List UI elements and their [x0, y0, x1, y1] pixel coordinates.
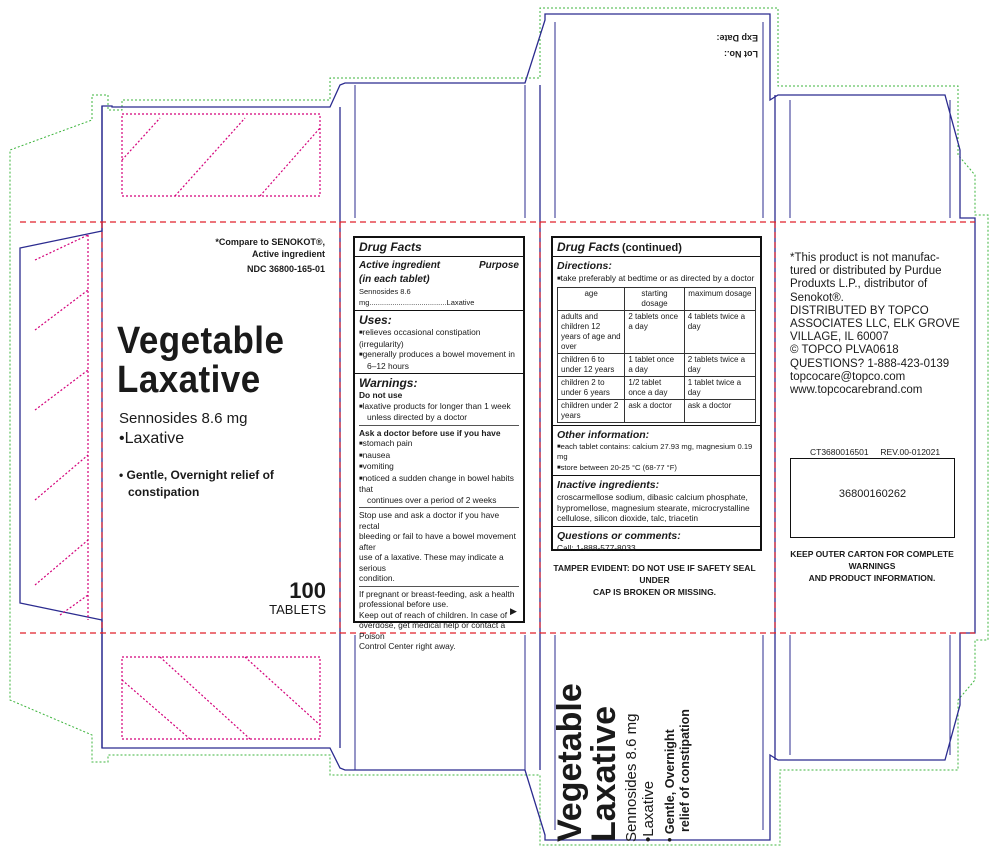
compare-statement — [200, 236, 325, 260]
barcode-number: 36800160262 — [838, 488, 907, 500]
active-ingredient-section — [355, 257, 523, 311]
ask-doctor-item: ■ stomach pain — [359, 438, 519, 450]
distributor-line: topcocare@topco.com — [790, 370, 906, 383]
distributor-line: Produxts L.P., distributor of — [790, 278, 928, 291]
dosage-cell: children 2 to under 6 years — [558, 376, 625, 399]
lot-label: Lot No.: — [724, 49, 758, 59]
side-title-line-1: Vegetable — [551, 683, 589, 842]
continue-arrow-icon: ▶ — [510, 606, 517, 616]
inactive-line: hypromellose, magnesium stearate, microcrystalline — [557, 502, 750, 513]
side-benefit — [663, 632, 693, 842]
strength-text: Sennosides 8.6 mg — [119, 410, 248, 427]
dosage-header-cell: starting dosage — [625, 287, 684, 310]
questions-section — [553, 527, 760, 556]
do-not-use-item: ■ laxative products for longer than 1 week — [359, 401, 519, 413]
dosage-cell: 2 tablets once a day — [625, 310, 684, 353]
distributor-line: www.topcocarebrand.com — [790, 384, 923, 397]
dosage-cell: ask a doctor — [684, 399, 755, 422]
tablet-count-unit: TABLETS — [269, 602, 326, 617]
directions-heading: Directions: — [557, 260, 612, 272]
product-title — [117, 322, 284, 400]
do-not-use-label: Do not use — [359, 390, 403, 400]
drug-facts-box — [353, 236, 525, 651]
dosage-cell: 1/2 tablet once a day — [625, 376, 684, 399]
side-strength: Sennosides 8.6 mg — [623, 713, 640, 842]
questions-text: Call: 1-888-577-8033 — [557, 542, 636, 553]
directions-line: ■ take preferably at bedtime or as directed by a doctor — [557, 273, 756, 285]
dosage-cell: 1 tablet twice a day — [684, 376, 755, 399]
inactive-line: cellulose, silicon dioxide, talc, triacetin — [557, 513, 699, 523]
dosage-table — [557, 287, 756, 423]
dosage-cell: ask a doctor — [625, 399, 684, 422]
dosage-header-cell: maximum dosage — [684, 287, 755, 310]
do-not-use-item: unless directed by a doctor — [367, 412, 468, 422]
side-benefit-line-1: • Gentle, Overnight — [663, 729, 677, 842]
keep-out-line: Control Center right away. — [359, 641, 456, 651]
uses-item: ■ generally produces a bowel movement in — [359, 349, 519, 361]
glue-pattern-bottom — [122, 657, 320, 739]
uses-item: ■ relieves occasional constipation (irregularity) — [359, 327, 519, 349]
title-line-2: Laxative — [117, 359, 261, 401]
keep-line-1: KEEP OUTER CARTON FOR COMPLETE WARNINGS — [790, 549, 954, 571]
distributor-line: DISTRIBUTED BY TOPCO — [790, 304, 929, 317]
keep-out-line: Keep out of reach of children. In case of — [359, 609, 508, 620]
uses-section — [355, 311, 523, 374]
carton-code: CT3680016501 REV.00-012021 — [810, 447, 941, 457]
warnings-section — [355, 374, 523, 654]
tamper-line-1: TAMPER EVIDENT: DO NOT USE IF SAFETY SEAL UNDER — [553, 563, 756, 585]
dosage-row — [558, 399, 756, 422]
other-info-heading: Other information: — [557, 428, 650, 441]
distributor-line: QUESTIONS? 1-888-423-0139 — [790, 357, 950, 370]
side-benefit-line-2: relief of constipation — [678, 709, 692, 832]
benefit-line-1: • Gentle, Overnight relief of — [119, 468, 274, 482]
ndc-number: NDC 36800-165-01 — [246, 264, 325, 274]
inactive-line: croscarmellose sodium, dibasic calcium phosphate, — [557, 492, 748, 502]
tamper-evident-notice — [551, 562, 758, 598]
compare-line-1: *Compare to SENOKOT®, — [215, 237, 325, 247]
drug-facts-header-section — [355, 238, 523, 257]
drug-facts-continued-header — [553, 238, 760, 257]
ask-doctor-item: ■ nausea — [359, 450, 519, 462]
glue-pattern-side — [35, 235, 88, 620]
pregnant-line: If pregnant or breast-feeding, ask a health — [359, 588, 515, 599]
category-text: •Laxative — [119, 430, 185, 447]
other-information-section — [553, 426, 760, 477]
keep-carton-notice — [782, 548, 962, 584]
dosage-header-cell: age — [558, 287, 625, 310]
active-ingredient-label: Active ingredient — [359, 260, 441, 271]
ask-doctor-item: continues over a period of 2 weeks — [367, 494, 497, 505]
inactive-ingredients-section — [553, 476, 760, 527]
ask-doctor-item: ■ noticed a sudden change in bowel habits that — [359, 473, 519, 495]
directions-section — [553, 257, 760, 426]
dosage-cell: 1 tablet once a day — [625, 353, 684, 376]
pregnant-text — [359, 586, 519, 652]
lot-exp-area — [700, 30, 758, 62]
questions-heading: Questions or comments: — [557, 529, 681, 542]
distributor-line: tured or distributed by Purdue — [790, 265, 942, 278]
distributor-info — [790, 252, 960, 397]
other-info-item: ■ store between 20-25 °C (68-77 °F) — [557, 463, 756, 474]
other-info-item: ■ each tablet contains: calcium 27.93 mg, magnesium 0.19 mg — [557, 442, 756, 463]
dosage-cell: 4 tablets twice a day — [684, 310, 755, 353]
stop-use-line: condition. — [359, 573, 395, 583]
distributor-line: © TOPCO PLVA0618 — [790, 344, 899, 357]
bottom-side-panel — [553, 632, 693, 842]
tablet-count: 100 — [289, 578, 326, 603]
purpose-label: Purpose — [478, 260, 519, 271]
active-ingredient-sub: (in each tablet) — [359, 274, 430, 285]
stop-use-line: use of a laxative. These may indicate a serious — [359, 552, 504, 573]
side-title-line-2: Laxative — [585, 705, 623, 842]
exp-label: Exp Date: — [716, 33, 758, 43]
dosage-cell: adults and children 12 years of age and over — [558, 310, 625, 353]
keep-line-2: AND PRODUCT INFORMATION. — [808, 573, 936, 583]
drug-facts-cont-heading: Drug Facts — [557, 240, 620, 254]
drug-facts-continued-box — [551, 236, 762, 551]
glue-pattern-top — [122, 114, 320, 196]
dosage-cell: children 6 to under 12 years — [558, 353, 625, 376]
ask-doctor-item: ■ vomiting — [359, 461, 519, 473]
benefit-text — [119, 467, 309, 501]
distributor-line: Senokot®. — [790, 291, 844, 304]
dosage-row — [558, 310, 756, 353]
drug-facts-heading: Drug Facts — [359, 240, 422, 254]
keep-out-line: overdose, get medical help or contact a Poison — [359, 620, 506, 641]
drug-facts-cont-suffix: (continued) — [622, 242, 682, 254]
dosage-row — [558, 376, 756, 399]
stop-use-line: Stop use and ask a doctor if you have rectal — [359, 510, 500, 531]
distributor-line: VILLAGE, IL 60007 — [790, 331, 889, 344]
distributor-line: ASSOCIATES LLC, ELK GROVE — [790, 318, 960, 331]
uses-heading: Uses: — [359, 313, 392, 327]
benefit-line-2: constipation — [128, 485, 200, 499]
title-line-1: Vegetable — [117, 320, 285, 362]
active-ingredient-line: Sennosides 8.6 mg.....................................Laxative — [359, 287, 475, 307]
warnings-heading: Warnings: — [359, 376, 418, 390]
dosage-cell: 2 tablets twice a day — [684, 353, 755, 376]
compare-line-2: Active ingredient — [251, 249, 325, 259]
ask-doctor-label: Ask a doctor before use if you have — [359, 427, 501, 438]
dosage-table-header — [558, 287, 756, 310]
side-category: •Laxative — [640, 780, 657, 842]
distributor-line: *This product is not manufac- — [790, 252, 940, 264]
pregnant-line: professional before use. — [359, 599, 449, 609]
inactive-heading: Inactive ingredients: — [557, 479, 660, 491]
stop-use-text — [359, 507, 519, 584]
dosage-cell: children under 2 years — [558, 399, 625, 422]
dosage-row — [558, 353, 756, 376]
tamper-line-2: CAP IS BROKEN OR MISSING. — [592, 587, 717, 597]
stop-use-line: bleeding or fail to have a bowel movement after — [359, 531, 516, 552]
uses-item: 6–12 hours — [367, 360, 409, 371]
side-product-title — [553, 632, 621, 842]
